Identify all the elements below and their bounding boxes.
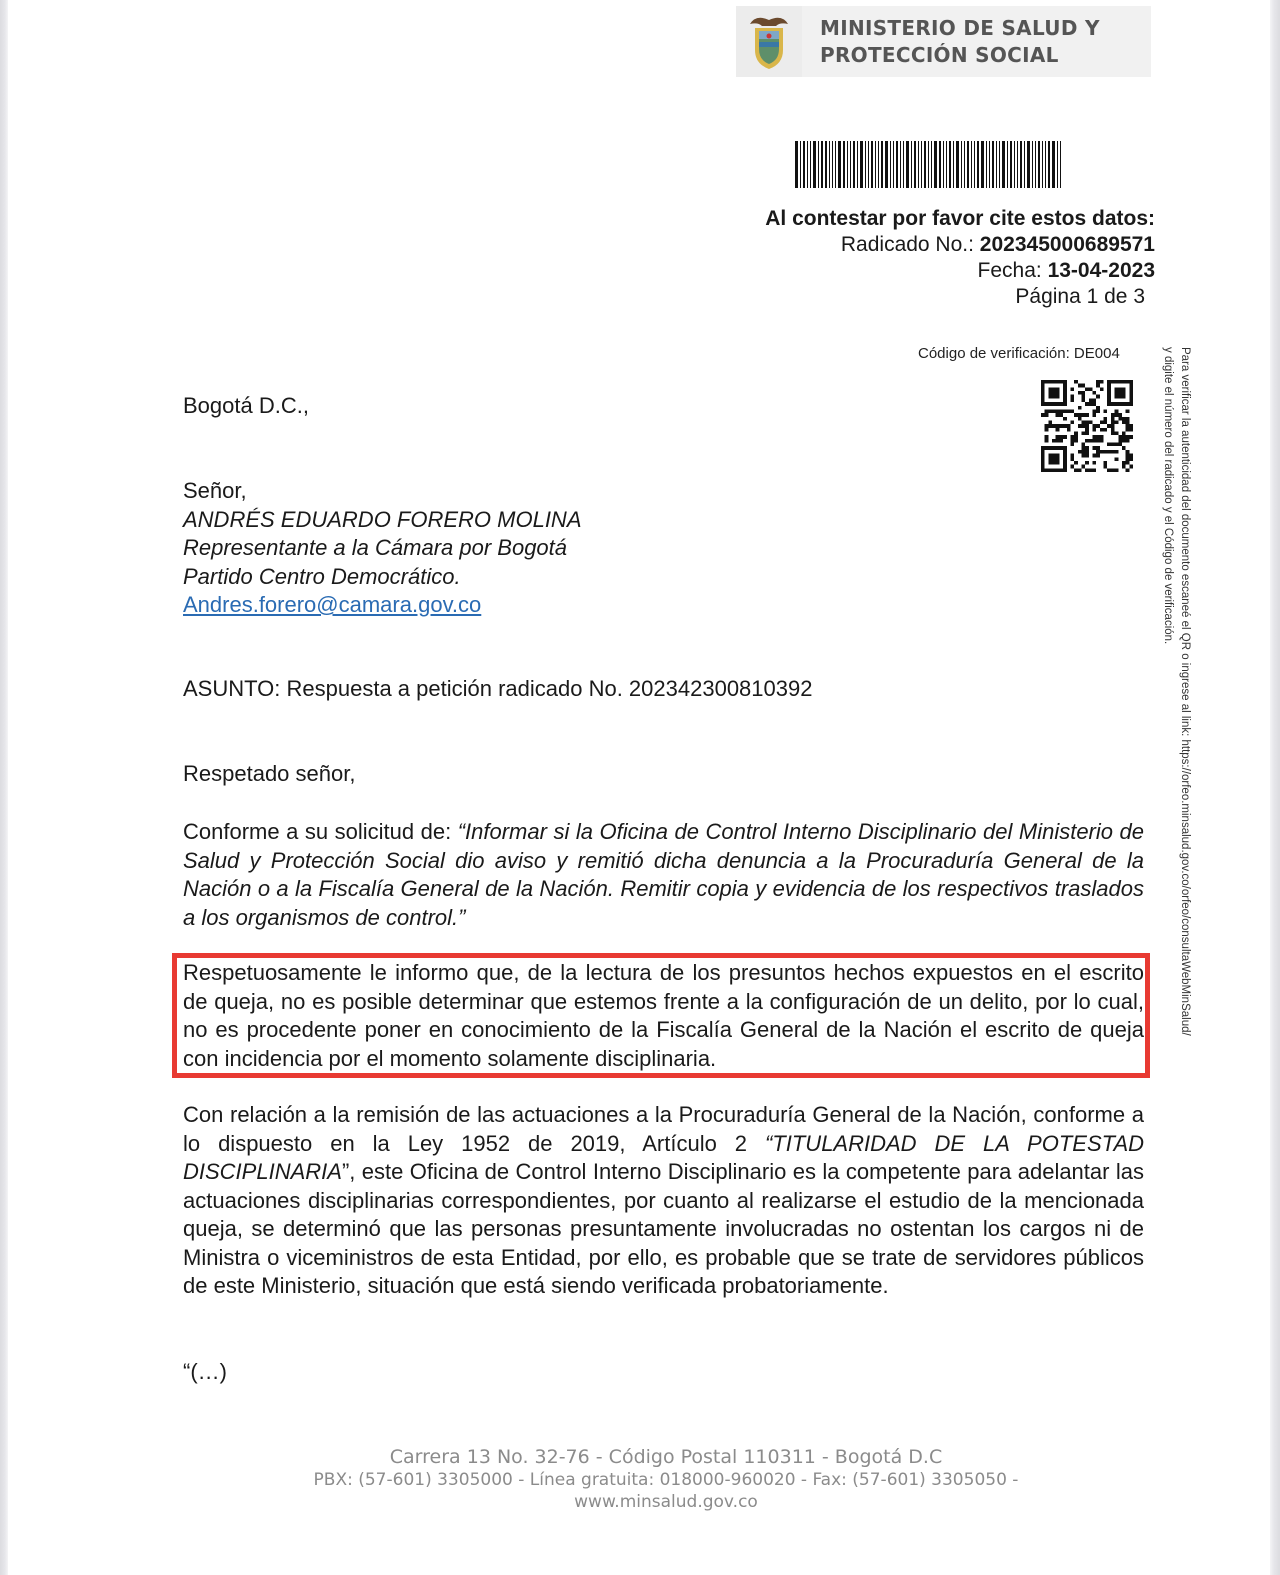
recipient-role: Representante a la Cámara por Bogotá: [183, 535, 568, 560]
recipient-email-link[interactable]: Andres.forero@camara.gov.co: [183, 592, 482, 617]
citation-prompt: Al contestar por favor cite estos datos:: [765, 207, 1155, 230]
footer-website[interactable]: www.minsalud.gov.co: [574, 1492, 758, 1512]
recipient-party: Partido Centro Democrático.: [183, 563, 461, 589]
verification-code: Código de verificación: DE004: [918, 345, 1120, 362]
verification-instructions: [1159, 347, 1193, 1127]
page-number: Página 1 de 3: [1015, 285, 1145, 308]
ministry-name-line2: PROTECCIÓN SOCIAL: [820, 42, 1059, 67]
paragraph-procuraduria-part1: Con relación a la remisión de las actuaciones a la Procuraduría General de la Nación, conforme a lo dispuesto en la Ley 1952 de 2019, Artículo 2: [183, 1102, 1144, 1156]
letter-place: Bogotá D.C.,: [183, 393, 309, 418]
paragraph-request: [183, 818, 1144, 932]
recipient-block: [183, 477, 1144, 620]
letter-greeting: Respetado señor,: [183, 761, 356, 786]
colombia-coat-of-arms-icon: [736, 6, 802, 77]
radicado-label: Radicado No.:: [840, 233, 980, 256]
verification-instructions-line2: y digite el número del radicado y el Código de verificación.: [1162, 347, 1174, 645]
paragraph-request-intro: Conforme a su solicitud de:: [183, 819, 458, 844]
paragraph-procuraduria-part2: ”, este Oficina de Control Interno Disciplinario es la competente para adelantar las actuaciones disciplinarias correspondientes, por cuanto al realizarse el estudio de la mencionada queja, se determinó que las personas presuntamente involucradas no ostentan los cargos ni de Ministra o viceministros de esta Entidad, por ello, es probable que se trate de servidores públicos de este Ministerio, situación que está siendo verificada probatoriamente.: [183, 1159, 1144, 1298]
ministry-name-line1: MINISTERIO DE SALUD Y: [820, 15, 1100, 40]
paragraph-highlighted: Respetuosamente le informo que, de la lectura de los presuntos hechos expuestos en el escrito de queja, no es posible determinar que estemos frente a la configuración de un delito, por lo cual, no es procedente poner en conocimiento de la Fiscalía General de la Nación el escrito de queja con incidencia por el momento solamente disciplinaria.: [183, 960, 1144, 1071]
barcode-icon: [795, 141, 1145, 188]
fecha-label: Fecha:: [977, 259, 1048, 282]
page-edge-right: [1270, 0, 1280, 1575]
footer-address: Carrera 13 No. 32-76 - Código Postal 110311 - Bogotá D.C: [389, 1446, 943, 1468]
letter-subject: ASUNTO: Respuesta a petición radicado No. 202342300810392: [183, 676, 813, 701]
recipient-name: ANDRÉS EDUARDO FORERO MOLINA: [183, 506, 582, 532]
ministry-logo-header: [736, 6, 1151, 77]
fecha-line: [765, 258, 1155, 284]
verification-instructions-line1: Para verificar la autenticidad del documento escaneé el QR o ingrese al link: https://orfeo.minsalud.gov.co/orfeo/consultaWebMinSalud/: [1179, 347, 1191, 1036]
paragraph-procuraduria-law-title: “TITULARIDAD DE LA POTESTAD DISCIPLINARIA: [183, 1130, 1145, 1184]
radicado-line: [765, 232, 1155, 258]
fecha-value: 13-04-2023: [1047, 259, 1155, 282]
ellipsis-quote: “(…): [183, 1359, 227, 1384]
paragraph-request-quote: “Informar si la Oficina de Control Interno Disciplinario del Ministerio de Salud y Protección Social dio aviso y remitió dicha denuncia a la Procuraduría General de la Nación o a la Fiscalía General de la Nación. Remitir copia y evidencia de los respectivos traslados a los organismos de control.”: [183, 819, 1144, 930]
footer-phones: PBX: (57-601) 3305000 - Línea gratuita: 018000-960020 - Fax: (57-601) 3305050 -: [313, 1470, 1019, 1490]
citation-block: [765, 206, 1155, 310]
paragraph-procuraduria: [183, 1101, 1144, 1301]
salutation-title: Señor,: [183, 478, 247, 503]
radicado-number: 202345000689571: [979, 233, 1155, 256]
ministry-name: [820, 15, 1100, 69]
page-edge-left: [0, 0, 8, 1575]
